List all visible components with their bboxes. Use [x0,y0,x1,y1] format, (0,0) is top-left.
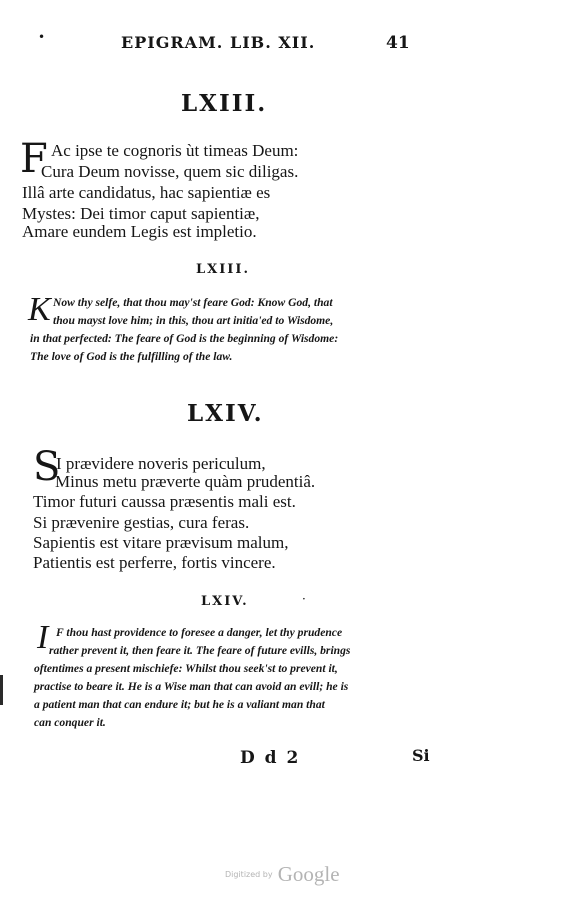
header-ornament-dot: • [38,30,46,44]
verse-line: Mystes: Dei timor caput sapientiæ, [22,204,260,223]
catchword: Si [412,746,430,765]
verse-line: Illâ arte candidatus, hac sapientiæ es [22,183,271,202]
verse-line: Minus metu præverte quàm prudentiâ. [55,472,316,491]
verse-line: Sapientis est vitare prævisum malum, [33,533,289,552]
epigram-64-drop-cap: S [33,444,61,490]
verse-line: Ac ipse te cognoris ùt timeas Deum: [51,141,299,160]
translation-line: practise to beare it. He is a Wise man that can avoid an evill; he is [34,680,349,693]
translation-line: Now thy selfe, that thou may'st feare God: Know God, that [53,296,333,309]
page-number: 41 [386,33,410,53]
running-head: EPIGRAM. LIB. XII. [121,33,316,52]
translation-line: in that perfected: The feare of God is the beginning of Wisdome: [30,332,339,345]
page-edge-mark [0,675,3,705]
translation-64-title: LXIV. [201,594,249,609]
digitized-watermark [225,862,340,887]
translation-64-drop-cap: I [37,619,49,656]
verse-line: Timor futuri caussa præsentis mali est. [33,492,296,511]
verse-line: Cura Deum novisse, quem sic diligas. [41,162,299,181]
verse-line: I prævidere noveris periculum, [56,454,266,473]
translation-63-drop-cap: K [28,291,51,328]
stray-dot: · [302,592,306,606]
translation-line: F thou hast providence to foresee a danger, let thy prudence [56,626,343,639]
translation-line: The love of God is the fulfilling of the law. [30,350,233,363]
translation-line: rather prevent it, then feare it. The feare of future evills, brings [49,644,351,657]
verse-line: Amare eundem Legis est impletio. [22,222,257,241]
google-logo: Google [277,862,340,886]
epigram-64-title: LXIV. [187,400,264,427]
translation-line: can conquer it. [34,716,106,729]
verse-line: Si prævenire gestias, cura feras. [33,513,250,532]
verse-line: Patientis est perferre, fortis vincere. [33,553,276,572]
epigram-63-drop-cap: F [20,136,48,182]
translation-line: oftentimes a present mischiefe: Whilst thou seek'st to prevent it, [34,662,338,675]
watermark-prefix: Digitized by [225,870,273,879]
translation-line: thou mayst love him; in this, thou art initia'ed to Wisdome, [53,314,334,327]
signature-mark: D d 2 [240,748,301,768]
translation-line: a patient man that can endure it; but he is a valiant man that [34,698,325,711]
epigram-63-title: LXIII. [181,90,268,117]
translation-63-title: LXIII. [196,262,250,277]
